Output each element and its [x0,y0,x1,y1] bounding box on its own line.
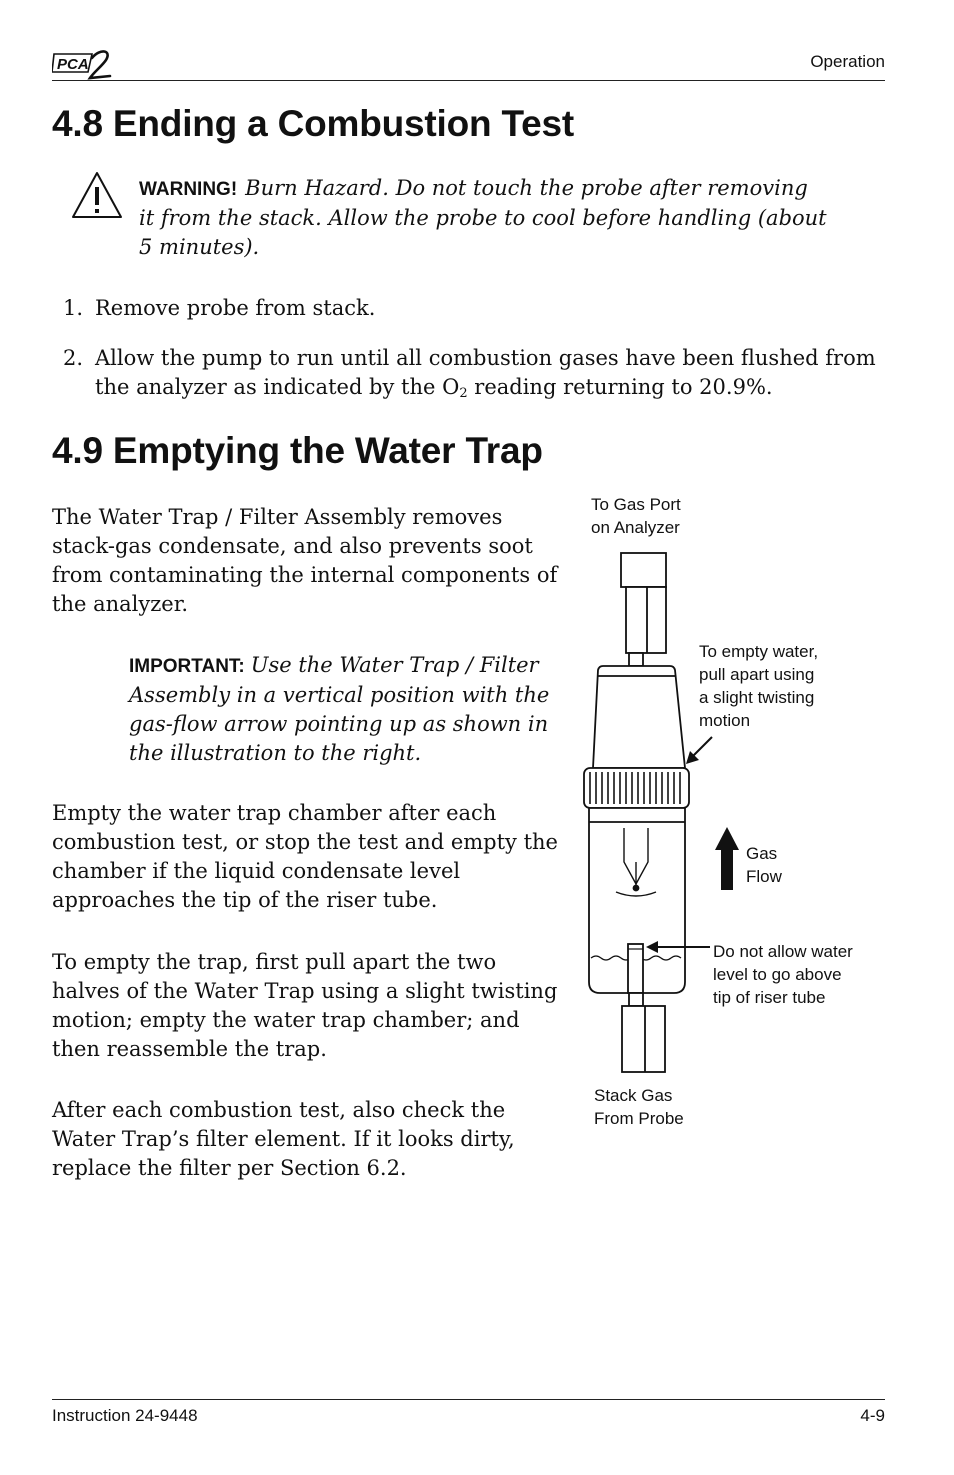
riser-tube [628,944,643,993]
footer-document-number: Instruction 24-9448 [52,1406,198,1425]
svg-text:PCA: PCA [57,56,89,73]
label-to-empty-water: To empty water, pull apart using a slight twisting motion [699,642,819,730]
warning-label: WARNING! [139,179,238,200]
label-water-level: Do not allow water level to go above tip of riser tube [713,942,853,1007]
important-text: Use the Water Trap / Filter Assembly in a vertical position with the gas-flow arrow pointing up as shown in the illustration to the right. [129,653,550,765]
header-section-name: Operation [810,52,885,71]
label-stack-gas: Stack Gas From Probe [594,1086,684,1128]
upper-housing [593,666,685,768]
bottom-tube [622,1006,665,1072]
step-text: Allow the pump to run until all combustion gases have been flushed from the analyzer as indicated by the $O_2$ reading returning to 20.9%. [95,346,876,401]
warning-notice [139,174,829,262]
step-number: 1. [63,296,84,320]
page-header [52,44,885,81]
warning-text: Burn Hazard. Do not touch the probe after removing it from the stack. Allow the probe to cool before handling (about 5 minutes). [139,176,827,259]
label-gas-flow: Gas Flow [746,844,782,886]
footer-page-number: 4-9 [860,1406,885,1425]
paragraph-empty-chamber: Empty the water trap chamber after each combustion test, or stop the test and empty the chamber if the liquid condensate level approaches the tip of the riser tube. [52,801,558,912]
page-footer [52,1399,885,1430]
warning-triangle-icon [70,170,124,220]
label-to-gas-port: To Gas Port on Analyzer [591,495,681,537]
step-number: 2. [63,346,84,370]
paragraph-empty-trap: To empty the trap, first pull apart the two halves of the Water Trap using a slight twisting motion; empty the water trap chamber; and then reassemble the trap. [52,950,558,1061]
top-tube [626,587,666,653]
gas-flow-arrow-icon [715,827,739,890]
section-title-4-9: 4.9 Emptying the Water Trap [52,430,543,471]
paragraph-water-trap-intro: The Water Trap / Filter Assembly removes stack-gas condensate, and also prevents soot from contaminating the internal components of the analyzer. [52,505,558,616]
important-label: IMPORTANT: [129,656,245,677]
step-text: Remove probe from stack. [95,296,376,320]
top-fitting [621,553,666,587]
important-notice [129,651,569,768]
paragraph-check-filter: After each combustion test, also check the Water Trap’s filter element. If it looks dirty, replace the filter per Section 6.2. [52,1098,515,1180]
section-title-4-8: 4.8 Ending a Combustion Test [52,103,575,144]
water-trap-diagram [570,540,770,1080]
pca2-logo [52,46,116,80]
